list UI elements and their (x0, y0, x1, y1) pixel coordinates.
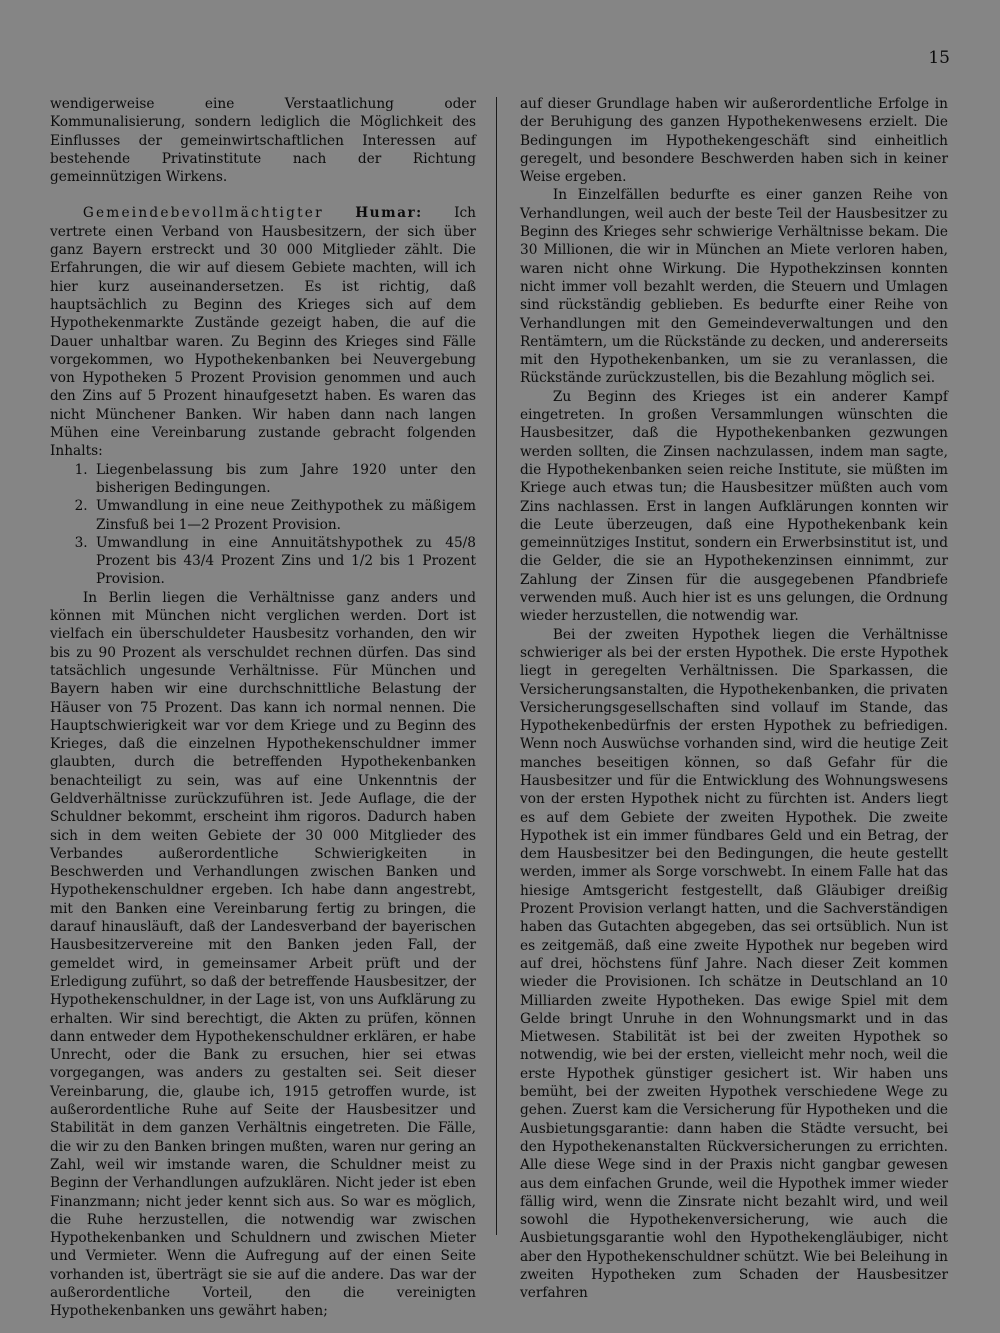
column-divider (496, 97, 497, 1235)
negotiations-paragraph: In Einzelfällen bedurfte es einer ganzen Reihe von Verhandlungen, weil auch der beste Teil der Hausbesitzer zu Beginn des Krieges sehr schwierige Verhältnisse bekam. Die 30 Millionen, die wir in München an Miete verloren haben, waren nicht ohne Wirkung. Die Hypothekzinsen konnten nicht immer voll bezahlt werden, die Steuern und Umlagen sind rückständig geblieben. Es bedurfte einer Reihe von Verhandlungen mit den Gemeindeverwaltungen und den Rentämtern, um die Rückstände zu decken, und andererseits mit den Hypothekenbanken, um sie zu veranlassen, die Rückstände zurückzustellen, bis die Bezahlung möglich sei. (520, 187, 948, 387)
right-column (520, 95, 948, 1303)
left-column (50, 95, 476, 1321)
speaker-name: Humar: (355, 205, 423, 222)
page-number: 15 (928, 48, 950, 68)
condition-item: 2. Umwandlung in eine neue Zeithypothek zu mäßigem Zinsfuß bei 1—2 Prozent Provision. (92, 497, 476, 534)
condition-item: 3. Umwandlung in eine Annuitätshypothek zu 45/8 Prozent bis 43/4 Prozent Zins und 1/2 bis 1 Prozent Provision. (92, 534, 476, 589)
intro-paragraph: wendigerweise eine Verstaatlichung oder Kommunalisierung, sondern lediglich die Möglichkeit des Einflusses der gemeinwirtschaftlichen Interessen auf bestehende Privatinstitute nach der Richtung gemeinnützigen Wirkens. (50, 96, 476, 186)
continuation-paragraph: auf dieser Grundlage haben wir außerordentliche Erfolge in der Beruhigung des ganzen Hypothekenwesens erzielt. Die Bedingungen im Hypothekengeschäft sind einheitlich geregelt, und besondere Beschwerden haben sich in keiner Weise ergeben. (520, 96, 948, 186)
condition-item: 1. Liegenbelassung bis zum Jahre 1920 unter den bisherigen Bedingungen. (92, 461, 476, 498)
war-struggle-paragraph: Zu Beginn des Krieges ist ein anderer Kampf eingetreten. In großen Versammlungen wünschten die Hausbesitzer, daß die Hypothekenbanken gezwungen werden sollten, die Zinsen nachzulassen, indem man sagte, die Hypothekenbanken seien reiche Institute, sie müßten im Kriege auch etwas tun; die Hausbesitzer müßten auch vom Zins nachlassen. Erst in langen Aufklärungen konnten wir die Leute überzeugen, daß eine Hypothekenbank kein gemeinnütziges Institut, sondern ein Erwerbsinstitut ist, und die Gelder, die sie an Hypothekenzinsen einnimmt, zur Zahlung der Zinsen für die ausgegebenen Pfandbriefe verwenden muß. Auch hier ist es uns gelungen, die Ordnung wieder herzustellen, die notwendig war. (520, 388, 948, 625)
second-mortgage-paragraph: Bei der zweiten Hypothek liegen die Verhältnisse schwieriger als bei der ersten Hypothek. Die erste Hypothek liegt in geregelten Verhältnissen. Die Sparkassen, die Versicherungsanstalten, die Hypothekenbanken, die privaten Versicherungsgesellschaften sind vollauf im Stande, das Hypothekenbedürfnis der ersten Hypothek zu befriedigen. Wenn noch Auswüchse vorhanden sind, wird die heutige Zeit manches beseitigen können, so daß Gefahr für die Hausbesitzer und für die Entwicklung des Wohnungswesens von der ersten Hypothek nicht zu fürchten ist. Anders liegt es auf dem Gebiete der zweiten Hypothek. Die zweite Hypothek ist ein immer fündbares Geld und ein Betrag, der dem Hausbesitzer bei den Bedingungen, die heute gestellt werden, immer als Sorge vorschwebt. In einem Falle hat das hiesige Amtsgericht festgestellt, daß Gläubiger dreißig Prozent Provision verlangt hatten, und die Sachverständigen haben das Gutachten abgegeben, das sei ortsüblich. Nun ist es zeitgemäß, daß eine zweite Hypothek nur begeben wird auf drei, höchstens fünf Jahre. Nach dieser Zeit kommen wieder die Provisionen. Ich schätze in Deutschland an 10 Milliarden zweite Hypotheken. Das ewige Spiel mit dem Gelde bringt Unruhe in den Wohnungsmarkt und in das Mietwesen. Stabilität ist bei der zweiten Hypothek so notwendig, wie bei der ersten, vielleicht mehr noch, weil die erste Hypothek günstiger gesichert ist. Wir haben uns bemüht, bei der zweiten Hypothek verschiedene Wege zu gehen. Zuerst kam die Versicherung für Hypotheken und die Ausbietungsgarantie: dann haben die Städte versucht, bei den Hypothekenanstalten Rückversicherungen zu errichten. Alle diese Wege sind in der Praxis nicht gangbar gewesen aus dem einfachen Grunde, weil die Hypothek immer wieder fällig wird, wenn die Zinsrate nicht bezahlt wird, und weil sowohl die Hypothekenversicherung, wie auch die Ausbietungsgarantie wohl den Hypothekengläubiger, nicht aber den Hypothekenschuldner schützt. Wie bei Beleihung in zweiten Hypotheken zum Schaden der Hausbesitzer verfahren (520, 626, 948, 1302)
conditions-list (50, 461, 476, 589)
speech-paragraph (50, 204, 476, 460)
speaker-title: Gemeindebevollmächtigter (82, 205, 324, 222)
berlin-paragraph: In Berlin liegen die Verhältnisse ganz anders und können mit München nicht verglichen werden. Dort ist vielfach ein überschuldeter Hausbesitz vorhanden, den wir bis zu 90 Prozent als verschuldet rechnen dürfen. Das sind tatsächlich ungesunde Verhältnisse. Für München und Bayern haben wir eine durchschnittliche Belastung der Häuser von 75 Prozent. Das kann ich normal nennen. Die Hauptschwierigkeit war vor dem Kriege und zu Beginn des Krieges, daß die einzelnen Hypothekenschuldner immer glaubten, durch die betreffenden Hypothekenbanken benachteiligt zu sein, was auf eine Unkenntnis der Geldverhältnisse zurückzuführen ist. Jede Auflage, die der Schuldner bekommt, erscheint ihm rigoros. Dadurch haben sich in dem weiten Gebiete der 30 000 Mitglieder des Verbandes außerordentliche Schwierigkeiten in Beschwerden und Verhandlungen zwischen Banken und Hypothekenschuldner ergeben. Ich habe dann angestrebt, mit den Banken eine Vereinbarung fertig zu bringen, die darauf hinausläuft, daß der Landesverband der bayerischen Hausbesitzervereine mit den Banken jeden Fall, der gemeldet wird, in gemeinsamer Arbeit prüft und der Erledigung zuführt, so daß der betreffende Hausbesitzer, der Hypothekenschuldner, in der Lage ist, von uns Aufklärung zu erhalten. Wir sind berechtigt, die Akten zu prüfen, können dann entweder dem Hypothekenschuldner erklären, er habe Unrecht, oder die Bank zu ersuchen, hier sei etwas vorgegangen, was anders zu gestalten sei. Seit dieser Vereinbarung, die, glaube ich, 1915 getroffen wurde, ist außerordentliche Ruhe auf Seite der Hausbesitzer und Stabilität in dem ganzen Verhältnis eingetreten. Die Fälle, die wir zu den Banken bringen mußten, waren nur gering an Zahl, weil wir imstande waren, die Schuldner meist zu Beginn der Verhandlungen aufzuklären. Nicht jeder ist eben Finanzmann; nicht jeder kennt sich aus. So war es möglich, die Ruhe herzustellen, die notwendig war zwischen Hypothekenbanken und Schuldnern und zwischen Mieter und Vermieter. Wenn die Aufregung auf der einen Seite vorhanden ist, überträgt sie sie auf die andere. Das war der außerordentliche Vorteil, den die vereinigten Hypothekenbanken uns gewährt haben; (50, 589, 476, 1320)
speech-text: Ich vertrete einen Verband von Hausbesitzern, der sich über ganz Bayern erstreckt und 30 000 Mitglieder zählt. Die Erfahrungen, die wir auf diesem Gebiete machten, will ich hier kurz auseinandersetzen. Es ist richtig, daß hauptsächlich zu Beginn des Krieges sich auf dem Hypothekenmarkte Zustände gezeigt haben, die auf die Dauer unhaltbar waren. Zu Beginn des Krieges sind Fälle vorgekommen, wo Hypothekenbanken bei Neuvergebung von Hypotheken 5 Prozent Provision genommen und auch den Zins auf 5 Prozent hinaufgesetzt haben. Es waren das nicht Münchener Banken. Wir haben dann nach langen Mühen eine Vereinbarung zustande gebracht folgenden Inhalts: (50, 205, 476, 460)
